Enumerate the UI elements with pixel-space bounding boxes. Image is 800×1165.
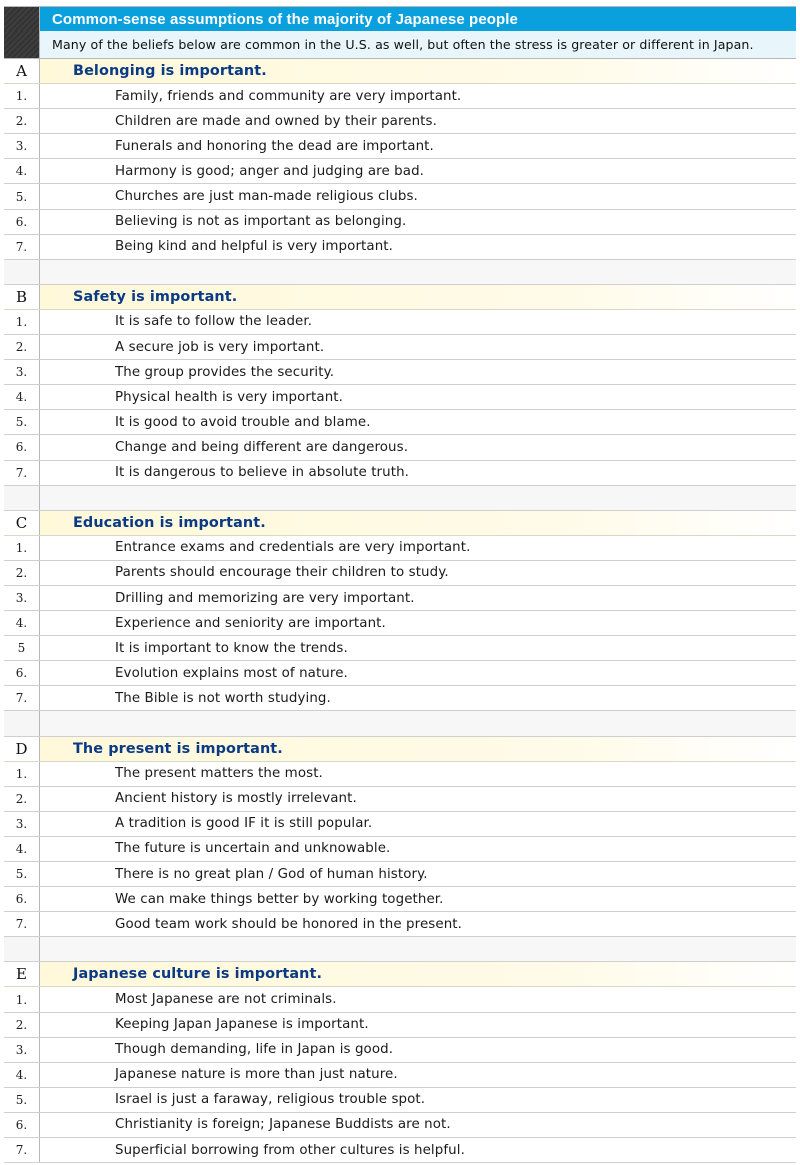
spacer-row: [4, 486, 796, 511]
item-text: A secure job is very important.: [115, 339, 325, 355]
item-text: Christianity is foreign; Japanese Buddists are not.: [115, 1117, 451, 1133]
item-text: It is important to know the trends.: [115, 640, 348, 656]
spacer-cell: [4, 260, 40, 284]
list-item: [4, 686, 796, 711]
item-text: Drilling and memorizing are very important.: [115, 590, 415, 606]
item-number: 1.: [4, 536, 40, 560]
section-letter: B: [4, 285, 40, 309]
spacer-cell: [40, 711, 796, 735]
item-text: Change and being different are dangerous.: [115, 439, 409, 455]
section-header: [4, 737, 796, 762]
section-letter: D: [4, 737, 40, 761]
list-item: [4, 837, 796, 862]
item-text: The present matters the most.: [115, 766, 323, 782]
list-item: [4, 912, 796, 937]
item-number: 3.: [4, 360, 40, 384]
item-text: Believing is not as important as belonging.: [115, 214, 407, 230]
item-number: 7.: [4, 461, 40, 485]
list-item: [4, 1013, 796, 1038]
item-text: Evolution explains most of nature.: [115, 665, 348, 681]
list-item: [4, 762, 796, 787]
item-number: 6.: [4, 210, 40, 234]
item-text: Churches are just man-made religious clubs.: [115, 189, 418, 205]
item-text: Experience and seniority are important.: [115, 615, 386, 631]
item-number: 3.: [4, 812, 40, 836]
item-text: Physical health is very important.: [115, 389, 343, 405]
item-text: Israel is just a faraway, religious trouble spot.: [115, 1092, 426, 1108]
item-text: Most Japanese are not criminals.: [115, 992, 337, 1008]
item-number: 2.: [4, 335, 40, 359]
spacer-row: [4, 260, 796, 285]
item-text: Good team work should be honored in the present.: [115, 916, 463, 932]
spacer-cell: [4, 711, 40, 735]
corner-block: [4, 31, 40, 58]
section-heading: Safety is important.: [40, 285, 796, 309]
item-number: 4.: [4, 385, 40, 409]
item-number: 1.: [4, 310, 40, 334]
list-item: [4, 887, 796, 912]
item-text: It is good to avoid trouble and blame.: [115, 414, 371, 430]
list-item: [4, 812, 796, 837]
item-number: 5.: [4, 862, 40, 886]
item-number: 6.: [4, 661, 40, 685]
list-item: [4, 661, 796, 686]
item-number: 3.: [4, 1038, 40, 1062]
item-text: Family, friends and community are very important.: [115, 88, 462, 104]
spacer-cell: [4, 937, 40, 961]
list-item: [4, 636, 796, 661]
list-item: [4, 1038, 796, 1063]
item-number: 5.: [4, 410, 40, 434]
item-number: 4.: [4, 1063, 40, 1087]
list-item: [4, 335, 796, 360]
section-header: [4, 285, 796, 310]
list-item: [4, 134, 796, 159]
list-item: [4, 435, 796, 460]
item-number: 7.: [4, 235, 40, 259]
spacer-cell: [40, 937, 796, 961]
item-text: Children are made and owned by their parents.: [115, 113, 437, 129]
title-row: [4, 7, 796, 31]
page-subtitle: Many of the beliefs below are common in the U.S. as well, but often the stress is greater or different in Japan.: [40, 31, 796, 58]
item-text: Superficial borrowing from other cultures is helpful.: [115, 1142, 465, 1158]
item-text: The future is uncertain and unknowable.: [115, 841, 391, 857]
item-number: 7.: [4, 912, 40, 936]
section-heading: Belonging is important.: [40, 59, 796, 83]
list-item: [4, 611, 796, 636]
item-text: Parents should encourage their children to study.: [115, 565, 449, 581]
list-item: [4, 1088, 796, 1113]
section-heading: The present is important.: [40, 737, 796, 761]
item-number: 3.: [4, 134, 40, 158]
list-item: [4, 536, 796, 561]
item-text: A tradition is good IF it is still popular.: [115, 816, 373, 832]
item-text: Harmony is good; anger and judging are bad.: [115, 163, 425, 179]
assumptions-table: [4, 6, 796, 1163]
item-text: We can make things better by working together.: [115, 891, 444, 907]
section-heading: Education is important.: [40, 511, 796, 535]
spacer-row: [4, 711, 796, 736]
item-text: Entrance exams and credentials are very important.: [115, 540, 471, 556]
section-header: [4, 511, 796, 536]
list-item: [4, 410, 796, 435]
list-item: [4, 1063, 796, 1088]
list-item: [4, 109, 796, 134]
list-item: [4, 461, 796, 486]
item-text: There is no great plan / God of human history.: [115, 866, 428, 882]
section-heading: Japanese culture is important.: [40, 962, 796, 986]
corner-block: [4, 7, 40, 31]
item-text: The Bible is not worth studying.: [115, 690, 331, 706]
list-item: [4, 360, 796, 385]
item-number: 1.: [4, 762, 40, 786]
list-item: [4, 184, 796, 209]
list-item: [4, 84, 796, 109]
item-number: 2.: [4, 1013, 40, 1037]
item-number: 6.: [4, 435, 40, 459]
item-text: Ancient history is mostly irrelevant.: [115, 791, 357, 807]
list-item: [4, 385, 796, 410]
list-item: [4, 1138, 796, 1163]
section-letter: C: [4, 511, 40, 535]
item-number: 4.: [4, 159, 40, 183]
spacer-cell: [4, 486, 40, 510]
spacer-cell: [40, 260, 796, 284]
section-letter: A: [4, 59, 40, 83]
item-text: Japanese nature is more than just nature.: [115, 1067, 398, 1083]
item-number: 5: [4, 636, 40, 660]
item-number: 5.: [4, 184, 40, 208]
list-item: [4, 159, 796, 184]
item-text: Keeping Japan Japanese is important.: [115, 1017, 369, 1033]
list-item: [4, 987, 796, 1012]
list-item: [4, 586, 796, 611]
list-item: [4, 862, 796, 887]
subtitle-row: [4, 31, 796, 59]
item-text: The group provides the security.: [115, 364, 335, 380]
item-number: 6.: [4, 887, 40, 911]
item-text: Being kind and helpful is very important.: [115, 239, 393, 255]
list-item: [4, 235, 796, 260]
item-number: 1.: [4, 987, 40, 1011]
item-text: It is safe to follow the leader.: [115, 314, 313, 330]
item-number: 6.: [4, 1113, 40, 1137]
item-text: It is dangerous to believe in absolute truth.: [115, 465, 410, 481]
list-item: [4, 1113, 796, 1138]
spacer-cell: [40, 486, 796, 510]
item-number: 3.: [4, 586, 40, 610]
item-text: Though demanding, life in Japan is good.: [115, 1042, 394, 1058]
item-number: 2.: [4, 561, 40, 585]
list-item: [4, 210, 796, 235]
item-number: 2.: [4, 109, 40, 133]
item-number: 2.: [4, 787, 40, 811]
item-number: 4.: [4, 611, 40, 635]
item-number: 7.: [4, 1138, 40, 1162]
spacer-row: [4, 937, 796, 962]
section-letter: E: [4, 962, 40, 986]
item-text: Funerals and honoring the dead are important.: [115, 138, 434, 154]
section-header: [4, 59, 796, 84]
page-title: Common-sense assumptions of the majority of Japanese people: [40, 7, 796, 31]
item-number: 4.: [4, 837, 40, 861]
item-number: 5.: [4, 1088, 40, 1112]
list-item: [4, 787, 796, 812]
section-header: [4, 962, 796, 987]
list-item: [4, 561, 796, 586]
item-number: 7.: [4, 686, 40, 710]
item-number: 1.: [4, 84, 40, 108]
list-item: [4, 310, 796, 335]
